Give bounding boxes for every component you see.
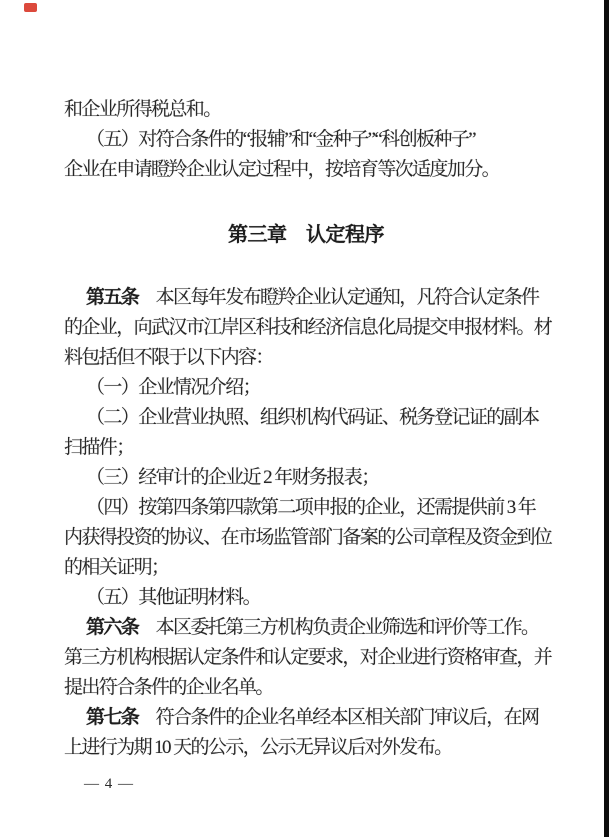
line-text: （二）企业营业执照、组织机构代码证、税务登记证的副本: [86, 407, 539, 428]
page-number: — 4 —: [84, 776, 134, 792]
text-line: [64, 95, 548, 125]
text-line: [64, 433, 548, 463]
intro-paragraph-lines: [64, 95, 548, 185]
line-text: 本区每年发布瞪羚企业认定通知，凡符合认定条件: [138, 287, 539, 308]
line-text: 扫描件；: [64, 437, 134, 458]
article-number: 第六条: [86, 617, 139, 638]
line-text: （五）其他证明材料。: [86, 587, 261, 608]
chapter-heading: 第三章 认定程序: [228, 224, 384, 246]
line-text: （四）按第四条第四款第二项申报的企业，还需提供前 3 年: [86, 497, 536, 518]
text-line: [64, 673, 548, 703]
text-line: [64, 463, 548, 493]
line-text: 内获得投资的协议、在市场监管部门备案的公司章程及资金到位: [64, 527, 552, 548]
line-text: 本区委托第三方机构负责企业筛选和评价等工作。: [138, 617, 539, 638]
text-line: [64, 553, 548, 583]
text-line: [64, 313, 552, 343]
line-text: （三）经审计的企业近 2 年财务报表；: [86, 467, 379, 488]
line-text: （五）对符合条件的“报辅”和“金种子”“科创板种子”: [86, 129, 476, 150]
line-text: 的企业，向武汉市江岸区科技和经济信息化局提交申报材料。材: [64, 317, 552, 338]
line-text: 上进行为期 10 天的公示，公示无异议后对外发布。: [64, 737, 452, 758]
text-line: [64, 125, 548, 155]
line-text: 提出符合条件的企业名单。: [64, 677, 273, 698]
text-line: [64, 283, 548, 313]
line-text: 和企业所得税总和。: [64, 99, 221, 120]
text-line: [64, 373, 548, 403]
line-text: 料包括但不限于以下内容：: [64, 347, 273, 368]
text-line: [64, 155, 548, 185]
scan-edge-line: [604, 0, 609, 837]
text-line: [64, 643, 552, 673]
document-content: [64, 95, 552, 763]
body-paragraph-lines: [64, 283, 552, 763]
line-text: 第三方机构根据认定条件和认定要求，对企业进行资格审查，并: [64, 647, 552, 668]
text-line: [64, 613, 548, 643]
text-line: [64, 403, 548, 433]
text-line: [64, 343, 548, 373]
line-text: 企业在申请瞪羚企业认定过程中，按培育等次适度加分。: [64, 159, 500, 180]
line-text: 符合条件的企业名单经本区相关部门审议后，在网: [138, 707, 539, 728]
line-text: （一）企业情况介绍；: [86, 377, 261, 398]
text-line: [64, 523, 552, 553]
article-number: 第五条: [86, 287, 139, 308]
text-line: [64, 703, 548, 733]
text-line: [64, 583, 548, 613]
text-line: [64, 733, 548, 763]
line-text: 的相关证明；: [64, 557, 169, 578]
text-line: [64, 493, 548, 523]
article-number: 第七条: [86, 707, 139, 728]
red-stamp-mark: [24, 3, 37, 12]
